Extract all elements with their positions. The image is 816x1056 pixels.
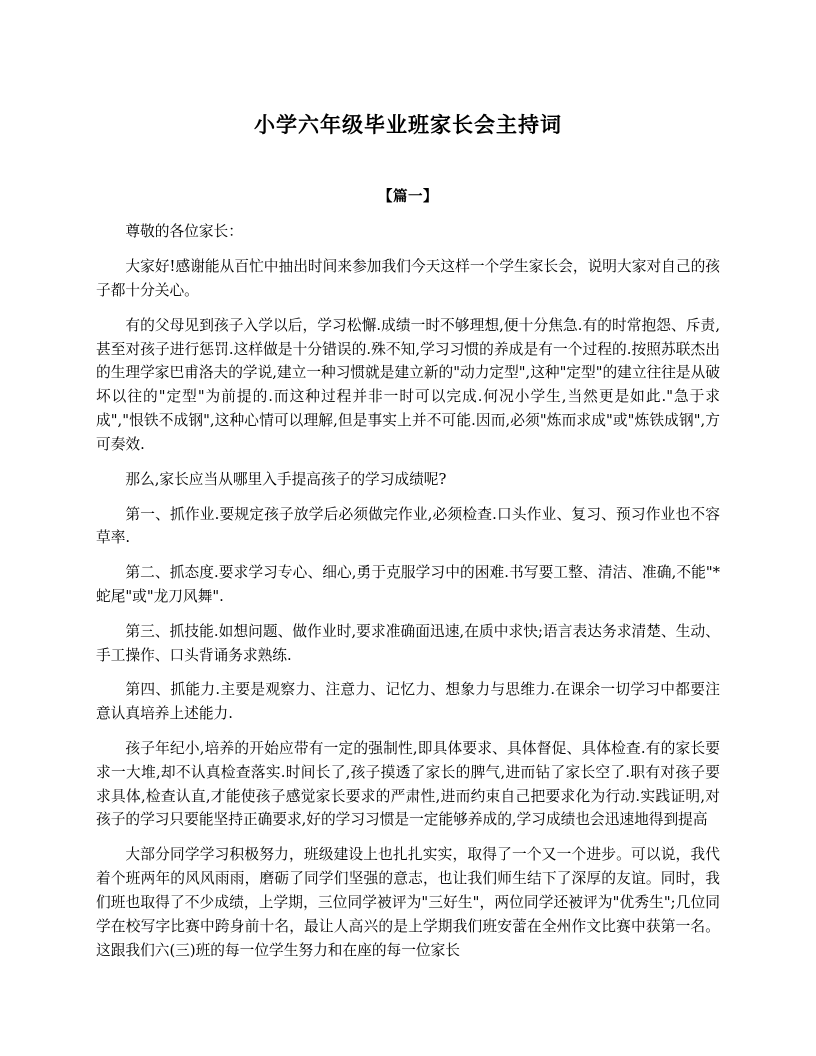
paragraph-5: 第一、抓作业.要规定孩子放学后必须做完作业,必须检查.口头作业、复习、预习作业也不容草率. — [96, 505, 720, 547]
paragraph-4: 那么,家长应当从哪里入手提高孩子的学习成绩呢? — [125, 470, 447, 488]
paragraph-7: 第三、抓技能.如想问题、做作业时,要求准确面迅速,在质中求快;语言表达务求清楚、生动、手工操作、口头背诵务求熟练. — [96, 622, 720, 664]
section-label: 【篇一】 — [378, 188, 438, 206]
paragraph-10: 大部分同学学习积极努力，班级建设上也扎扎实实，取得了一个又一个进步。可以说，我代着个班两年的风风雨雨，磨砺了同学们坚强的意志，也让我们师生结下了深厚的友谊。同时，我们班也取得了不少成绩，上学期，三位同学被评为"三好生"，两位同学还被评为"优秀生";几位同学在校写字比赛中跨身前十名，最让人高兴的是上学期我们班安蕾在全州作文比赛中获第一名。这跟我们六(三)班的每一位学生努力和在座的每一位家长 — [96, 846, 720, 959]
paragraph-1: 尊敬的各位家长： — [125, 223, 243, 241]
paragraph-3: 有的父母见到孩子入学以后，学习松懈.成绩一时不够理想,便十分焦急.有的时常抱怨、斥责,甚至对孩子进行惩罚.这样做是十分错误的.殊不知,学习习惯的养成是有一个过程的.按照苏联杰出的生理学家巴甫洛夫的学说,建立一种习惯就是建立新的"动力定型",这种"定型"的建立往往是从破坏以往的"定型"为前提的.而这种过程并非一时可以完成.何况小学生,当然更是如此."急于求成","恨铁不成钢",这种心情可以理解,但是事实上并不可能.因而,必须"炼而求成"或"炼铁成钢",方可奏效. — [96, 316, 720, 453]
paragraph-2: 大家好!感谢能从百忙中抽出时间来参加我们今天这样一个学生家长会，说明大家对自己的孩子都十分关心。 — [96, 258, 720, 300]
paragraph-9: 孩子年纪小,培养的开始应带有一定的强制性,即具体要求、具体督促、具体检查.有的家长要求一大堆,却不认真检查落实.时间长了,孩子摸透了家长的脾气,进而钻了家长空了.职有对孩子要求具体,检查认直,才能使孩子感觉家长要求的严肃性,进而约束自己把要求化为行动.实践证明,对孩子的学习只要能坚持正确要求,好的学习习惯是一定能够养成的,学习成绩也会迅速地得到提高 — [96, 740, 720, 829]
page-title: 小学六年级毕业班家长会主持词 — [254, 112, 562, 137]
paragraph-8: 第四、抓能力.主要是观察力、注意力、记忆力、想象力与思维力.在课余一切学习中都要注意认真培养上述能力. — [96, 681, 720, 723]
paragraph-6: 第二、抓态度.要求学习专心、细心,勇于克服学习中的困难.书写要工整、清洁、准确,不能"*蛇尾"或"龙刀风舞". — [96, 564, 720, 605]
